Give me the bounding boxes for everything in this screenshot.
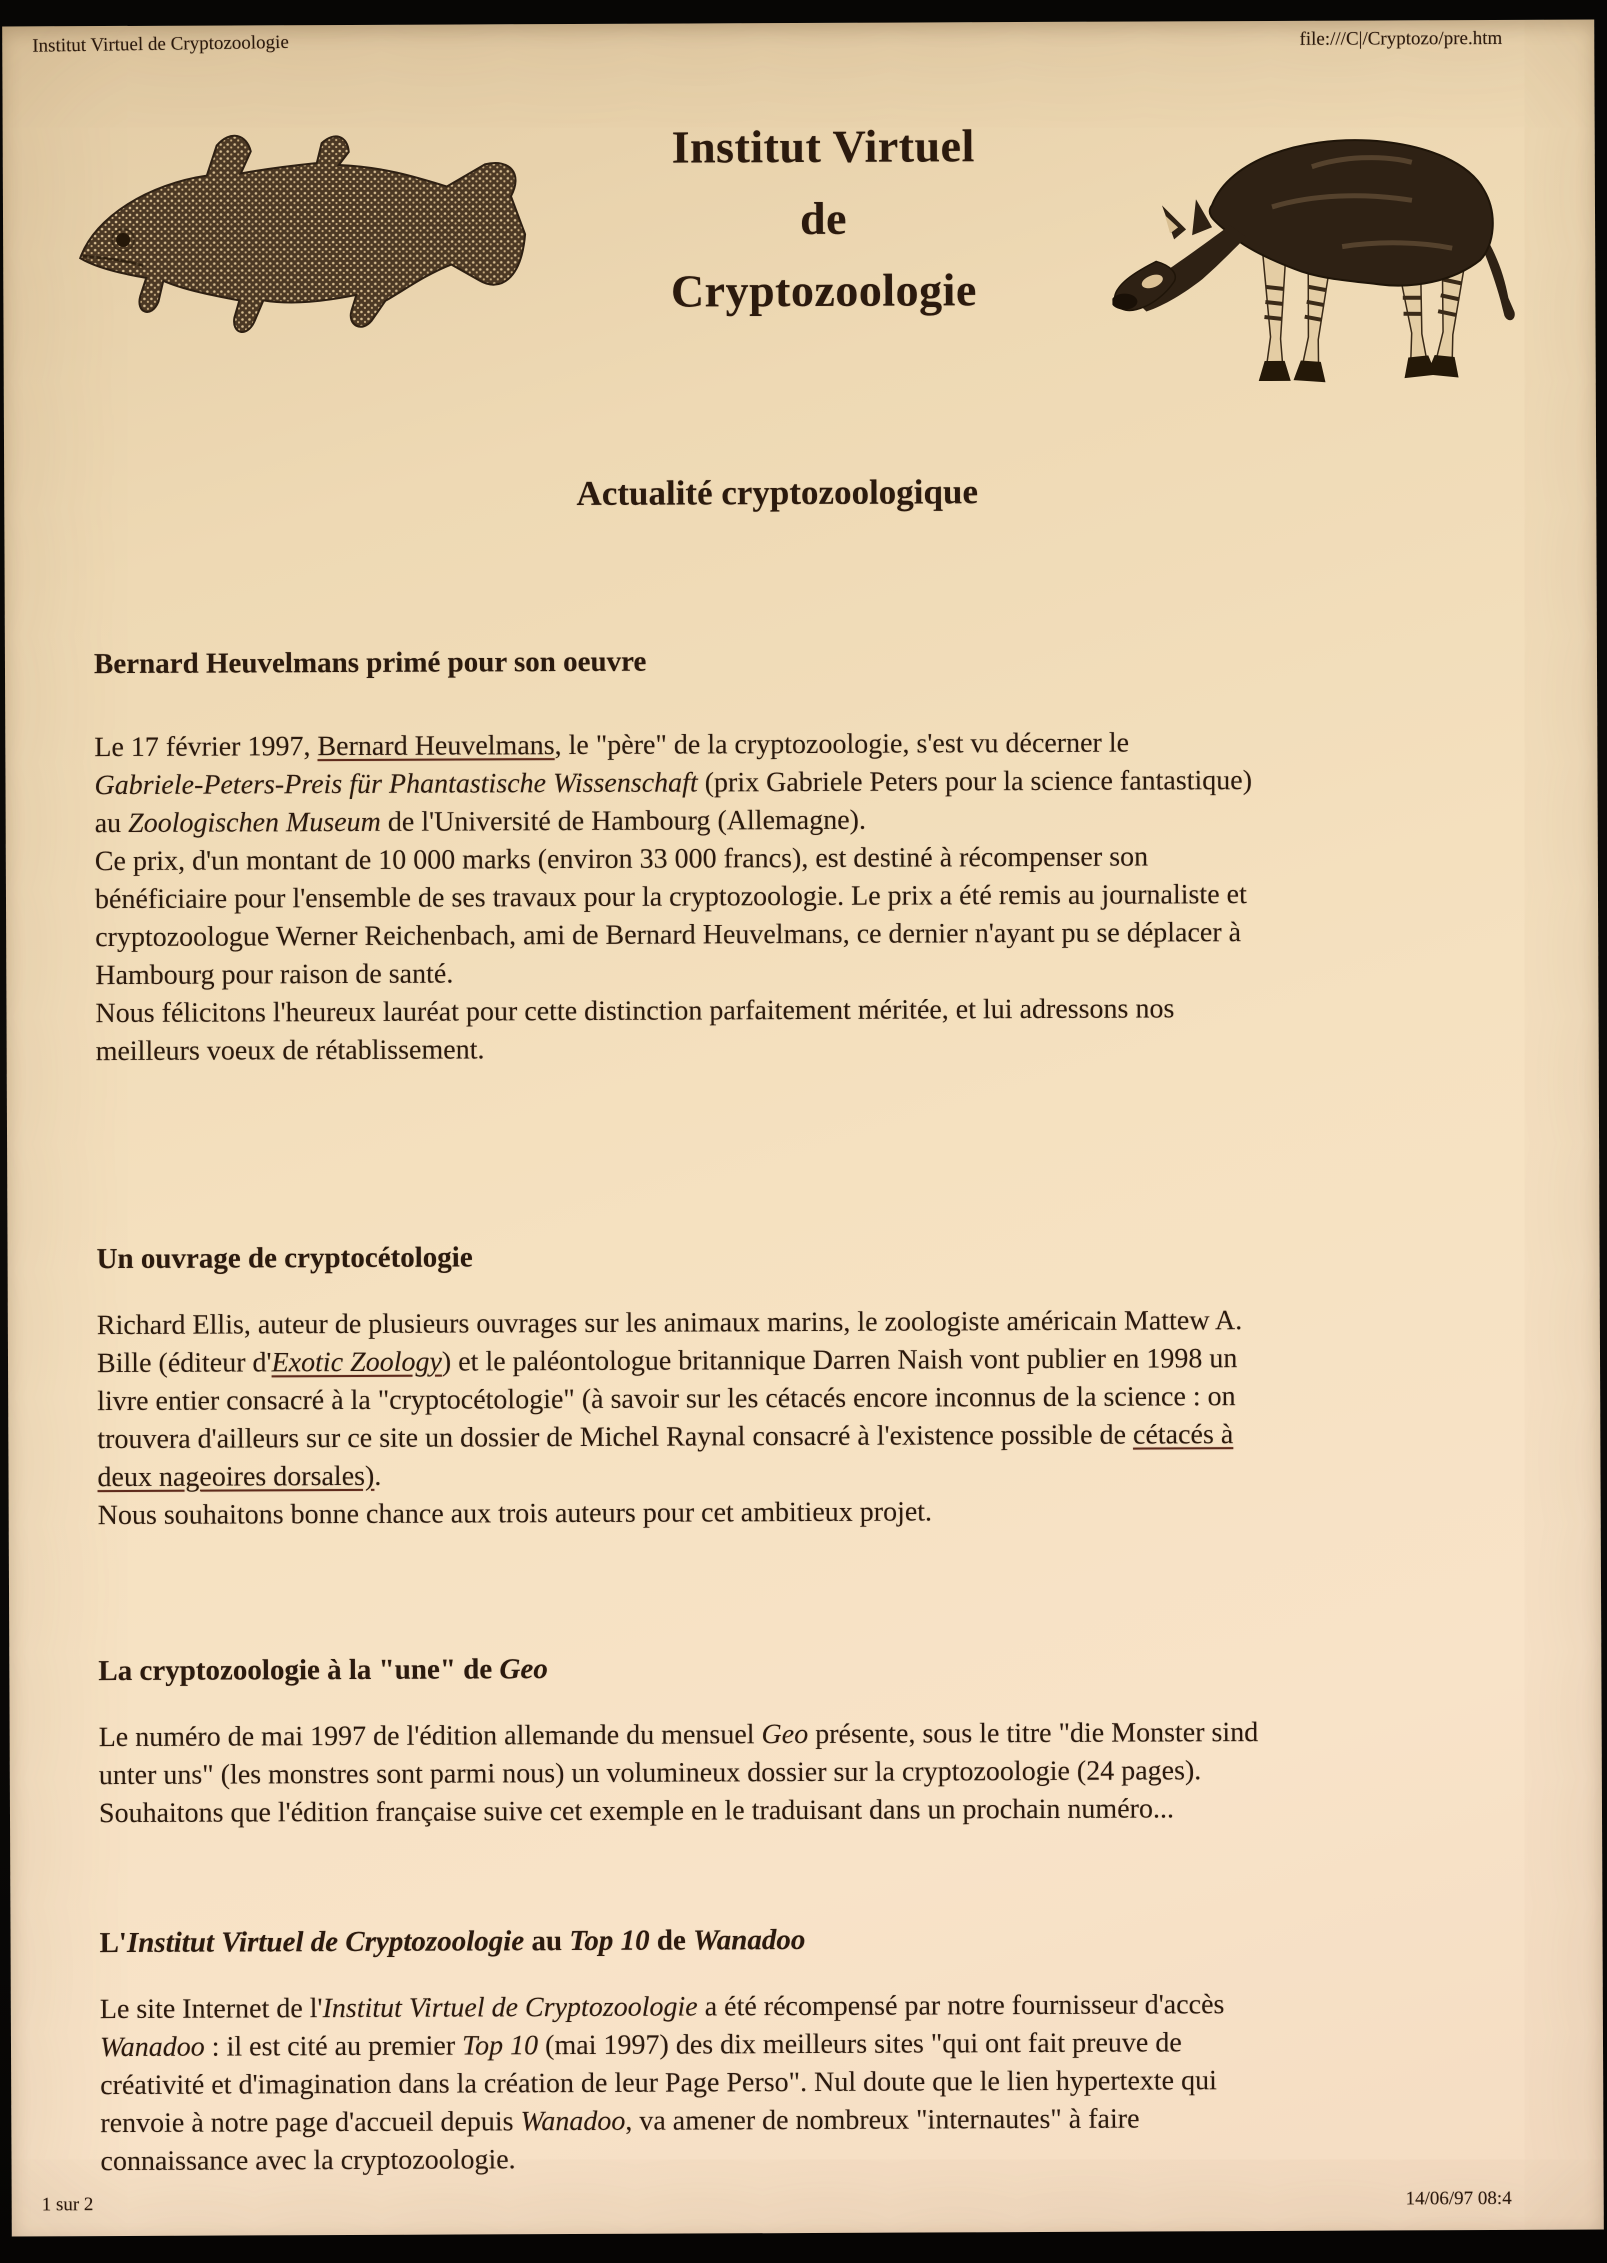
text-run: ) et le paléontologue britannique Darren Naish vont publier en 1998 un	[441, 1343, 1238, 1378]
section-heading-geo	[98, 1645, 1546, 1691]
text-run: (prix Gabriele Peters pour la science fantastique)	[697, 765, 1253, 799]
text-run: Zoologischen Museum	[128, 806, 381, 839]
text-run: Bille (éditeur d'	[96, 1347, 272, 1380]
hyperlink[interactable]: Exotic Zoology	[271, 1346, 442, 1379]
printed-page	[2, 20, 1604, 2237]
text-run: , le "père" de la cryptozoologie, s'est vu décerner le	[554, 727, 1130, 762]
text-run: Institut Virtuel de Cryptozoologie	[126, 1925, 525, 1959]
text-run: Wanadoo	[693, 1923, 806, 1957]
text-run: Le numéro de mai 1997 de l'édition allemande du mensuel	[98, 1719, 762, 1754]
text-run: cryptozoologue Werner Reichenbach, ami de Bernard Heuvelmans, ce dernier n'ayant pu se déplacer à	[95, 917, 1242, 954]
text-run: Institut Virtuel de Cryptozoologie	[322, 1991, 698, 2025]
text-run: Geo	[499, 1653, 548, 1686]
text-run: Le 17 février 1997,	[94, 731, 318, 764]
text-run: Wanadoo	[99, 2031, 205, 2064]
coelacanth-image	[65, 100, 536, 364]
masthead	[65, 96, 1538, 402]
print-header	[32, 28, 1502, 56]
site-title-line: de	[799, 192, 848, 245]
text-run: livre entier consacré à la "cryptocétologie" (à savoir sur les cétacés encore inconnus de la science : on	[97, 1381, 1236, 1418]
hyperlink[interactable]: deux nageoires dorsales)	[97, 1460, 375, 1494]
site-title	[670, 110, 977, 327]
text-run: créativité et d'imagination dans la création de leur Page Perso". Nul doute que le lien hypertexte qui	[100, 2065, 1217, 2102]
text-run: Top 10	[462, 2030, 539, 2062]
text-run: Nous félicitons l'heureux lauréat pour cette distinction parfaitement méritée, et lui adressons nos	[95, 993, 1175, 1030]
text-run: trouvera d'ailleurs sur ce site un dossier de Michel Raynal consacré à l'existence possible de	[97, 1419, 1134, 1456]
text-run: Hambourg pour raison de santé.	[95, 958, 454, 992]
printed-header-url: file:///C|/Cryptozo/pre.htm	[1299, 27, 1503, 50]
okapi-image	[1112, 96, 1538, 398]
text-run: .	[374, 1460, 382, 1492]
text-run: L'	[99, 1926, 128, 1960]
page-number: 1 sur 2	[41, 2194, 94, 2216]
text-run: de l'Université de Hambourg (Allemagne).	[380, 804, 866, 838]
text-run: Souhaitons que l'édition française suive cet exemple en le traduisant dans un prochain numéro...	[98, 1793, 1174, 1830]
section-paragraph-geo	[99, 1713, 1547, 1833]
text-run: (mai 1997) des dix meilleurs sites "qui ont fait preuve de	[538, 2027, 1182, 2062]
printed-header-title: Institut Virtuel de Cryptozoologie	[32, 31, 289, 57]
section-heading-wanadoo	[99, 1917, 1547, 1963]
text-run: Le site Internet de l'	[99, 1993, 323, 2026]
text-run: connaissance avec la cryptozoologie.	[100, 2144, 516, 2178]
text-run: Bernard Heuvelmans primé pour son oeuvre	[93, 645, 647, 681]
text-run: présente, sous le titre "die Monster sind	[808, 1717, 1259, 1750]
section-heading-cryptocetologie	[96, 1233, 1544, 1279]
section-paragraph-cryptocetologie	[97, 1301, 1546, 1535]
text-run: Geo	[761, 1718, 809, 1751]
text-run: bénéficiaire pour l'ensemble de ses travaux pour la cryptozoologie. Le prix a été remis au journaliste et	[94, 879, 1247, 916]
text-run: a été récompensé par notre fournisseur d'accès	[697, 1989, 1225, 2023]
text-run: Un ouvrage de cryptocétologie	[96, 1241, 473, 1276]
hyperlink[interactable]: cétacés à	[1132, 1419, 1234, 1451]
page-title: Actualité cryptozoologique	[576, 472, 979, 513]
text-run: Wanadoo	[520, 2105, 626, 2138]
article-body	[94, 628, 1549, 2181]
text-run: renvoie à notre page d'accueil depuis	[100, 2106, 521, 2140]
section-paragraph-heuvelmans	[94, 723, 1543, 1071]
section-heading-heuvelmans	[94, 638, 1542, 684]
text-run: Richard Ellis, auteur de plusieurs ouvrages sur les animaux marins, le zoologiste américain Mattew A.	[96, 1305, 1243, 1342]
text-run: Gabriele-Peters-Preis für Phantastische Wissenschaft	[94, 767, 698, 802]
text-run: unter uns" (les monstres sont parmi nous) un volumineux dossier sur la cryptozoologie (24 pages).	[98, 1755, 1202, 1792]
text-run: : il est cité au premier	[204, 2030, 463, 2063]
text-run: au	[94, 807, 129, 840]
hyperlink[interactable]: Bernard Heuvelmans	[317, 730, 555, 763]
text-run: meilleurs voeux de rétablissement.	[95, 1034, 485, 1068]
text-run: de	[649, 1924, 694, 1957]
text-run: Nous souhaitons bonne chance aux trois auteurs pour cet ambitieux projet.	[97, 1496, 933, 1532]
site-title-line: Cryptozoologie	[670, 264, 977, 317]
site-title-line: Institut Virtuel	[671, 120, 975, 173]
text-run: Top 10	[569, 1924, 650, 1958]
text-run: , va amener de nombreux "internautes" à faire	[625, 2103, 1140, 2137]
section-paragraph-wanadoo	[100, 1985, 1549, 2181]
text-run: Ce prix, d'un montant de 10 000 marks (environ 33 000 francs), est destiné à récompenser son	[94, 841, 1149, 878]
print-timestamp: 14/06/97 08:4	[1405, 2187, 1512, 2210]
text-run: La cryptozoologie à la "une" de	[98, 1653, 500, 1688]
text-run: au	[524, 1925, 570, 1958]
print-footer	[42, 2188, 1512, 2216]
